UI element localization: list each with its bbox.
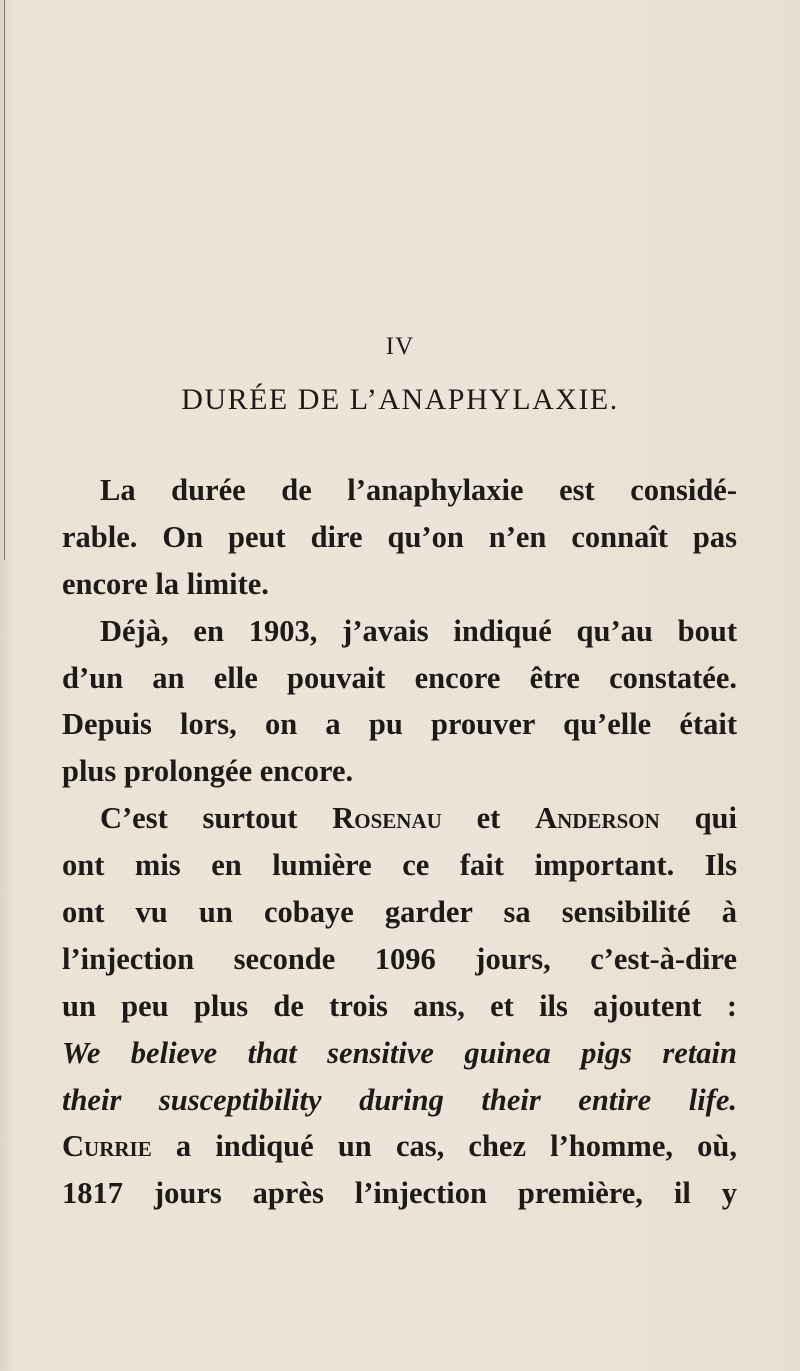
author-name: Rosenau: [332, 801, 442, 836]
page-gutter-edge: [4, 0, 5, 560]
text-line: [62, 795, 737, 842]
text-line: Déjà, en 1903, j’avais indiqué qu’au bout: [100, 613, 737, 648]
text-line: ont mis en lumière ce fait important. Ils: [62, 848, 737, 883]
text-line: encore la limite.: [62, 566, 269, 601]
text-line: 1817 jours après l’injection première, il y: [62, 1176, 737, 1211]
text-line: Depuis lors, on a pu prouver qu’elle était: [62, 707, 737, 742]
text-line: un peu plus de trois ans, et ils ajoutent :: [62, 988, 737, 1023]
quoted-text-line: We believe that sensitive guinea pigs retain: [62, 1035, 737, 1070]
text-fragment: C’est surtout: [100, 801, 298, 836]
text-line: [62, 1123, 737, 1170]
text-fragment: a indiqué un cas, chez l’homme, où,: [175, 1129, 737, 1164]
text-fragment: et: [476, 801, 501, 836]
chapter-number: IV: [385, 333, 415, 360]
text-line: La durée de l’anaphylaxie est considé-: [100, 473, 737, 507]
text-line: ont vu un cobaye garder sa sensibilité à: [62, 895, 737, 930]
text-line: rable. On peut dire qu’on n’en connaît pas: [62, 519, 737, 554]
body-text: [62, 467, 737, 1217]
text-line: plus prolongée encore.: [62, 754, 354, 789]
author-name: Anderson: [535, 801, 660, 836]
chapter-title: DURÉE DE L’ANAPHYLAXIE.: [181, 383, 619, 416]
text-line: d’un an elle pouvait encore être constatée.: [62, 660, 737, 695]
author-name: Currie: [62, 1129, 152, 1164]
text-fragment: qui: [694, 801, 737, 836]
quoted-text-line: their susceptibility during their entire life.: [62, 1082, 737, 1117]
text-line: l’injection seconde 1096 jours, c’est-à-dire: [62, 941, 737, 976]
